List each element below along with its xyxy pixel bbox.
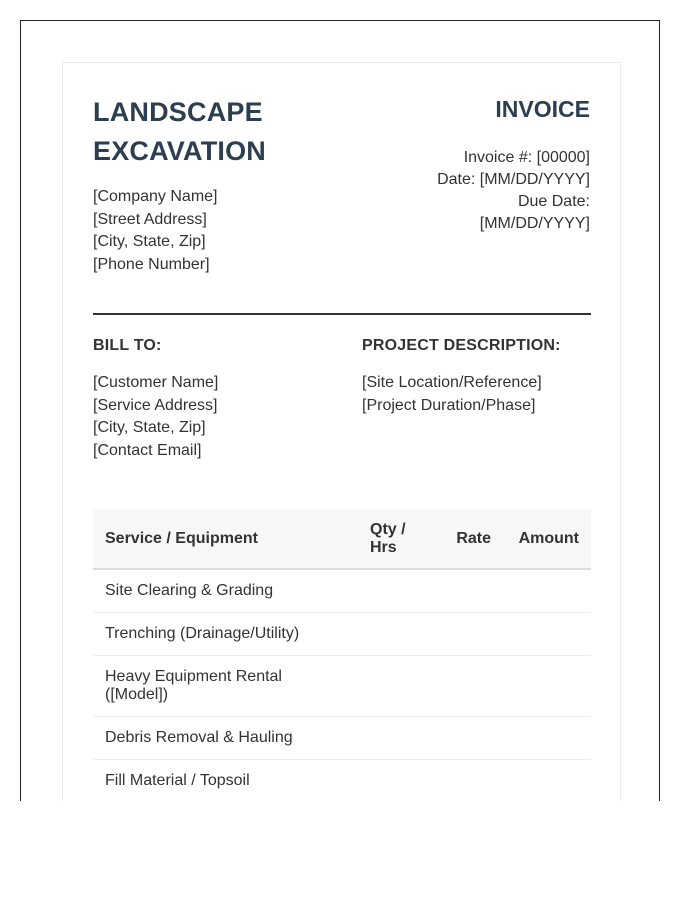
row-qty [357, 656, 435, 717]
items-table [93, 509, 591, 801]
company-title-line2: EXCAVATION [93, 136, 267, 166]
row-rate [435, 760, 503, 802]
project-duration: [Project Duration/Phase] [362, 396, 536, 414]
row-amount [503, 613, 591, 656]
due-date-value: [MM/DD/YYYY] [479, 215, 590, 232]
due-date-label: Due Date: [517, 193, 590, 210]
table-row [93, 656, 591, 717]
row-qty [357, 569, 435, 613]
service-address: [Service Address] [93, 396, 218, 414]
table-header-row [93, 509, 591, 569]
customer-name: [Customer Name] [93, 374, 219, 391]
header-qty-line1: Qty / [370, 520, 406, 538]
header-amount: Amount [503, 509, 591, 569]
header-service: Service / Equipment [93, 509, 357, 569]
company-address-block [93, 186, 218, 276]
row-amount [503, 760, 591, 802]
bill-to-block [93, 372, 218, 462]
row-amount [503, 656, 591, 717]
row-qty [357, 760, 435, 802]
invoice-meta-block [390, 147, 590, 235]
invoice-number: Invoice #: [00000] [463, 149, 590, 166]
row-service: Site Clearing & Grading [93, 569, 357, 613]
company-title [93, 93, 313, 171]
row-amount [503, 717, 591, 760]
header-qty [357, 509, 435, 569]
row-rate [435, 717, 503, 760]
row-service: Heavy Equipment Rental ([Model]) [93, 656, 357, 717]
invoice-heading: INVOICE [495, 96, 590, 122]
company-city: [City, State, Zip] [93, 233, 206, 250]
row-amount [503, 569, 591, 613]
header-divider [93, 313, 591, 315]
site-location: [Site Location/Reference] [362, 374, 542, 391]
row-service: Fill Material / Topsoil [93, 760, 357, 802]
company-phone: [Phone Number] [93, 255, 210, 273]
project-description-label: PROJECT DESCRIPTION: [362, 337, 561, 354]
header-rate: Rate [435, 509, 503, 569]
customer-city: [City, State, Zip] [93, 419, 206, 436]
invoice-page [62, 62, 621, 801]
table-row [93, 717, 591, 760]
bill-to-label: BILL TO: [93, 337, 162, 354]
row-qty [357, 717, 435, 760]
invoice-date: Date: [MM/DD/YYYY] [437, 171, 590, 188]
company-street: [Street Address] [93, 210, 207, 228]
header-qty-line2: Hrs [370, 538, 397, 556]
row-qty [357, 613, 435, 656]
row-service: Trenching (Drainage/Utility) [93, 613, 357, 656]
document-frame [20, 20, 660, 801]
row-rate [435, 656, 503, 717]
row-rate [435, 613, 503, 656]
table-row [93, 569, 591, 613]
company-title-line1: LANDSCAPE [93, 97, 263, 127]
company-name: [Company Name] [93, 188, 218, 205]
row-service: Debris Removal & Hauling [93, 717, 357, 760]
project-description-block [362, 372, 542, 417]
table-row [93, 613, 591, 656]
contact-email: [Contact Email] [93, 441, 202, 459]
table-row [93, 760, 591, 802]
row-rate [435, 569, 503, 613]
